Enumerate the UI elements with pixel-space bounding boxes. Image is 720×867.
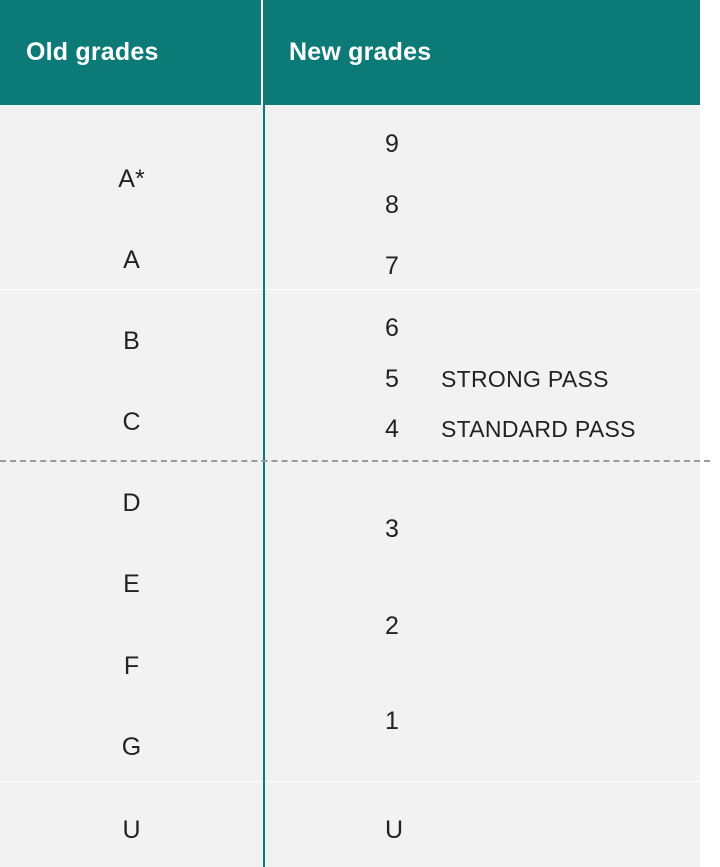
new-grade-cell: 5 — [385, 365, 399, 393]
new-grade-cell: 3 — [385, 515, 399, 543]
new-grade-cell: U — [385, 816, 404, 844]
old-grade-cell: G — [121, 733, 142, 761]
pass-threshold-divider — [0, 460, 710, 462]
new-grade-cell: 6 — [385, 314, 399, 342]
old-grade-cell: A — [123, 246, 140, 274]
old-grade-cell: U — [122, 816, 141, 844]
band-separator-2 — [0, 781, 710, 782]
new-grade-cell: 2 — [385, 612, 399, 640]
header-label-new-grades: New grades — [289, 38, 432, 66]
old-grade-cell: D — [122, 489, 141, 517]
new-grade-cell: 7 — [385, 252, 399, 280]
header-label-old-grades: Old grades — [26, 38, 159, 66]
new-grade-cell: 8 — [385, 191, 399, 219]
old-grade-cell: C — [122, 408, 141, 436]
old-grade-cell: F — [123, 652, 140, 680]
new-grade-cell: 4 — [385, 415, 399, 443]
table-header-row — [0, 0, 710, 105]
old-grade-cell: B — [123, 327, 140, 355]
table-body — [0, 105, 710, 867]
old-grade-cell: E — [123, 570, 140, 598]
right-edge-spacer — [700, 0, 710, 867]
new-grade-cell: 9 — [385, 130, 399, 158]
new-grade-cell: 1 — [385, 707, 399, 735]
old-grade-cell: A* — [118, 165, 145, 193]
column-divider — [263, 105, 265, 867]
header-cell-new-grades — [263, 0, 710, 105]
strong-pass-label: STRONG PASS — [441, 366, 609, 392]
band-separator-1 — [0, 289, 710, 290]
standard-pass-label: STANDARD PASS — [441, 416, 636, 442]
header-cell-old-grades — [0, 0, 263, 105]
